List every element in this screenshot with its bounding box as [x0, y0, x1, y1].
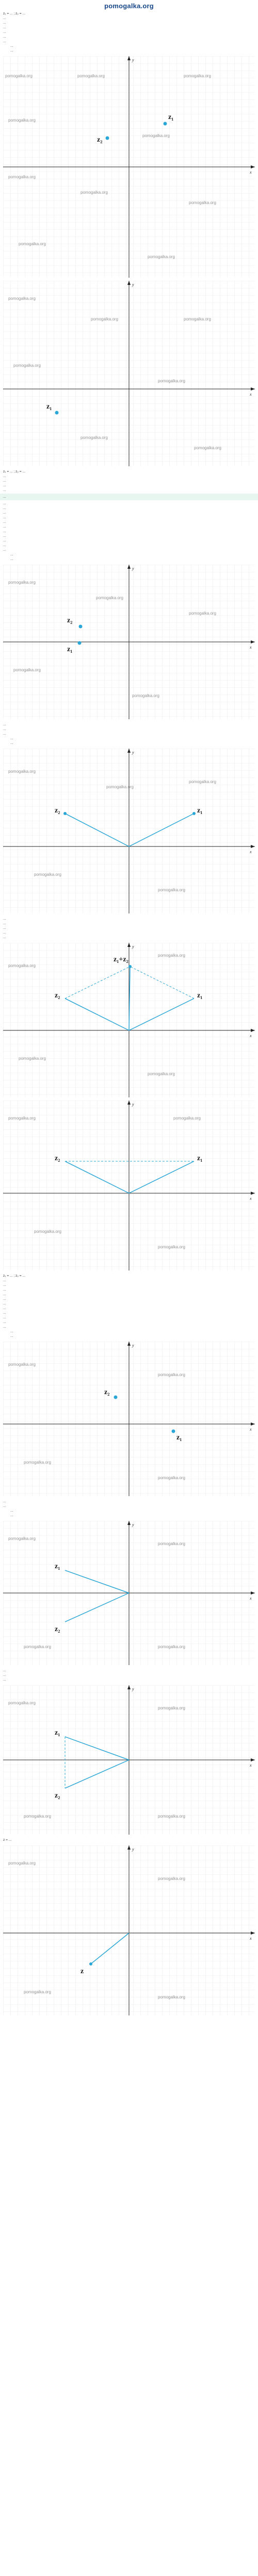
watermark: pomogalka.org	[158, 1645, 185, 1649]
paragraph-line: ...	[3, 16, 6, 20]
paragraph-line: ...	[3, 917, 6, 921]
y-axis-label: y	[132, 750, 134, 755]
point-label: z₁	[46, 403, 52, 411]
paragraph-line: ...	[3, 936, 6, 939]
watermark: pomogalka.org	[19, 1056, 46, 1061]
paragraph-line: ...	[3, 1678, 6, 1682]
plot-svg	[3, 749, 255, 913]
watermark: pomogalka.org	[24, 1460, 51, 1465]
watermark: pomogalka.org	[189, 611, 216, 616]
watermark: pomogalka.org	[80, 190, 108, 195]
paragraph-line: ...	[3, 530, 6, 533]
x-axis-label: x	[250, 850, 252, 854]
complex-plane-plot-8	[3, 1521, 255, 1665]
plot-svg	[3, 1685, 255, 1835]
paragraph-line: ...	[3, 35, 6, 39]
watermark: pomogalka.org	[96, 596, 123, 600]
watermark: pomogalka.org	[8, 1116, 36, 1121]
watermark: pomogalka.org	[184, 74, 211, 78]
text-block-2	[3, 469, 255, 562]
paragraph-line: ...	[3, 1504, 6, 1508]
text-block-4	[3, 917, 255, 940]
paragraph-line: ...	[3, 1302, 6, 1306]
point-label: z₁	[67, 646, 73, 653]
watermark: pomogalka.org	[34, 872, 61, 877]
x-axis-label: x	[250, 1763, 252, 1768]
point-label: z₂	[55, 1625, 60, 1633]
paragraph-line: ...	[3, 723, 6, 726]
watermark: pomogalka.org	[158, 1995, 185, 1999]
bullet-line: ...	[10, 1509, 13, 1513]
point-z1	[55, 411, 59, 415]
watermark: pomogalka.org	[106, 785, 134, 789]
watermark: pomogalka.org	[24, 1990, 51, 1994]
bullet-line: ...	[10, 49, 13, 53]
x-axis-label: x	[250, 1936, 252, 1941]
paragraph-line: ...	[3, 474, 6, 478]
x-axis-label: x	[250, 1596, 252, 1601]
y-axis-label: y	[132, 1847, 134, 1852]
complex-plane-plot-5	[3, 943, 255, 1097]
watermark: pomogalka.org	[24, 1645, 51, 1649]
complex-plane-plot-7	[3, 1342, 255, 1496]
paragraph-line: ...	[3, 21, 6, 25]
y-axis-label: y	[132, 58, 134, 62]
point-label: z₂	[104, 1388, 110, 1396]
watermark: pomogalka.org	[8, 963, 36, 968]
watermark: pomogalka.org	[13, 668, 41, 672]
text-block-6	[3, 1499, 255, 1518]
formula-line: z₁ = ... ; z₂ = ...	[3, 1274, 25, 1278]
watermark: pomogalka.org	[158, 1245, 185, 1249]
watermark: pomogalka.org	[80, 435, 108, 440]
paragraph-line: ...	[3, 1325, 6, 1329]
watermark: pomogalka.org	[158, 1541, 185, 1546]
plot-svg	[3, 1521, 255, 1665]
paragraph-line: ...	[3, 26, 6, 29]
bullet-line: ...	[10, 737, 13, 740]
watermark: pomogalka.org	[189, 200, 216, 205]
watermark: pomogalka.org	[19, 242, 46, 246]
formula-line: ...	[3, 495, 6, 499]
watermark: pomogalka.org	[184, 317, 211, 321]
site-logo[interactable]: pomogalka.org	[104, 2, 154, 10]
complex-plane-plot-2	[3, 281, 255, 466]
point-label: z₁	[197, 992, 203, 999]
paragraph-line: ...	[3, 926, 6, 930]
watermark: pomogalka.org	[8, 175, 36, 179]
paragraph-line: ...	[3, 506, 6, 510]
paragraph-line: ...	[3, 511, 6, 515]
paragraph-line: ...	[3, 479, 6, 483]
plot-svg	[3, 1100, 255, 1270]
y-axis-label: y	[132, 282, 134, 287]
point-label: z₂	[67, 617, 73, 624]
paragraph-line: ...	[3, 931, 6, 935]
y-axis-label: y	[132, 1102, 134, 1107]
formula-line: z₁ = ... ; z₂ = ...	[3, 12, 25, 15]
watermark: pomogalka.org	[158, 1706, 185, 1710]
y-axis-label: y	[132, 944, 134, 949]
point-label: z₁	[197, 807, 203, 815]
bullet-line: ...	[10, 1330, 13, 1333]
site-header	[0, 0, 258, 11]
watermark: pomogalka.org	[158, 1372, 185, 1377]
point-z2	[106, 137, 109, 140]
paragraph-line: ...	[3, 544, 6, 547]
watermark: pomogalka.org	[158, 1814, 185, 1819]
formula-line: z₁ = ... ; z₂ = ...	[3, 470, 25, 473]
watermark: pomogalka.org	[8, 296, 36, 301]
watermark: pomogalka.org	[158, 953, 185, 958]
paragraph-line: ...	[3, 548, 6, 552]
text-block-7	[3, 1668, 255, 1682]
point-label: z₂	[55, 1792, 60, 1800]
paragraph-line: ...	[3, 727, 6, 731]
bullet-line: ...	[10, 553, 13, 556]
watermark: pomogalka.org	[8, 1861, 36, 1866]
point-z2	[114, 1396, 118, 1399]
watermark: pomogalka.org	[91, 317, 118, 321]
point-label: z₁	[55, 1563, 60, 1570]
paragraph-line: ...	[3, 1279, 6, 1282]
plot-svg	[3, 943, 255, 1097]
paragraph-line: ...	[3, 922, 6, 925]
paragraph-line: ...	[3, 30, 6, 34]
plot-svg	[3, 1342, 255, 1496]
paragraph-line: ...	[3, 1293, 6, 1296]
point-label: z₁	[168, 113, 174, 121]
watermark: pomogalka.org	[158, 379, 185, 383]
watermark: pomogalka.org	[24, 1814, 51, 1819]
watermark: pomogalka.org	[158, 888, 185, 892]
watermark: pomogalka.org	[132, 693, 159, 698]
paragraph-line: ...	[3, 1316, 6, 1319]
paragraph-line: ...	[3, 1500, 6, 1503]
paragraph-line: ...	[3, 534, 6, 538]
paragraph-line: ...	[3, 488, 6, 492]
watermark: pomogalka.org	[8, 1536, 36, 1541]
paragraph-line: ...	[3, 502, 6, 505]
paragraph-line: ...	[3, 516, 6, 519]
bullet-line: ...	[10, 44, 13, 48]
bullet-line: ...	[10, 557, 13, 561]
point-label: z₂	[55, 1155, 60, 1162]
watermark: pomogalka.org	[148, 255, 175, 259]
watermark: pomogalka.org	[34, 1229, 61, 1234]
watermark: pomogalka.org	[13, 363, 41, 368]
bullet-line: ...	[10, 741, 13, 745]
x-axis-label: x	[250, 1196, 252, 1201]
complex-plane-plot-10	[3, 1845, 255, 2015]
point-z1	[172, 1430, 175, 1433]
watermark: pomogalka.org	[158, 1476, 185, 1480]
paragraph-line: ...	[3, 1288, 6, 1292]
x-axis-label: x	[250, 392, 252, 397]
bullet-line: ...	[10, 1334, 13, 1338]
watermark: pomogalka.org	[158, 1876, 185, 1881]
x-axis-label: x	[250, 645, 252, 650]
point-label: z₂	[55, 807, 60, 815]
highlighted-formula	[0, 494, 258, 500]
complex-plane-plot-4	[3, 749, 255, 913]
watermark: pomogalka.org	[142, 133, 170, 138]
point-label: z₁+z₂	[114, 956, 128, 963]
watermark: pomogalka.org	[8, 769, 36, 774]
watermark: pomogalka.org	[8, 118, 36, 123]
x-axis-label: x	[250, 1033, 252, 1038]
y-axis-label: y	[132, 1343, 134, 1348]
point-label: z₂	[97, 136, 103, 144]
watermark: pomogalka.org	[8, 580, 36, 585]
complex-plane-plot-9	[3, 1685, 255, 1835]
plot-svg	[3, 281, 255, 466]
paragraph-line: ...	[3, 1311, 6, 1315]
text-block-8	[3, 1838, 255, 1842]
y-axis-label: y	[132, 1522, 134, 1527]
formula-line: z = ...	[3, 1838, 12, 1842]
watermark: pomogalka.org	[194, 446, 221, 450]
paragraph-line: ...	[3, 1669, 6, 1672]
paragraph-line: ...	[3, 520, 6, 524]
point-label: z₁	[197, 1155, 203, 1162]
bullet-line: ...	[10, 1514, 13, 1517]
paragraph-line: ...	[3, 1673, 6, 1677]
point-z1	[164, 122, 167, 126]
watermark: pomogalka.org	[77, 74, 105, 78]
point-label: z₁	[55, 1729, 60, 1737]
watermark: pomogalka.org	[189, 779, 216, 784]
point-label: z₂	[55, 992, 60, 999]
point-label: z	[80, 1968, 84, 1975]
paragraph-line: ...	[3, 1283, 6, 1287]
watermark: pomogalka.org	[5, 74, 33, 78]
paragraph-line: ...	[3, 525, 6, 529]
paragraph-line: ...	[3, 539, 6, 543]
point-label: z₁	[176, 1434, 182, 1442]
x-axis-label: x	[250, 170, 252, 175]
complex-plane-plot-1	[3, 56, 255, 278]
point-z2	[79, 625, 83, 629]
y-axis-label: y	[132, 566, 134, 571]
paragraph-line: ...	[3, 732, 6, 736]
y-axis-label: y	[132, 1687, 134, 1691]
plot-svg	[3, 565, 255, 719]
paragraph-line: ...	[3, 1307, 6, 1310]
complex-plane-plot-3	[3, 565, 255, 719]
paragraph-line: ...	[3, 1320, 6, 1324]
text-block-5	[3, 1274, 255, 1338]
paragraph-line: ...	[3, 484, 6, 487]
text-block-1	[3, 11, 255, 53]
watermark: pomogalka.org	[173, 1116, 201, 1121]
solution-content	[0, 11, 258, 2015]
x-axis-label: x	[250, 1427, 252, 1432]
text-block-3	[3, 722, 255, 745]
watermark: pomogalka.org	[148, 1072, 175, 1076]
watermark: pomogalka.org	[8, 1362, 36, 1367]
paragraph-line: ...	[3, 1297, 6, 1301]
complex-plane-plot-6	[3, 1100, 255, 1270]
watermark: pomogalka.org	[8, 1701, 36, 1705]
paragraph-line: ...	[3, 40, 6, 43]
point-z1	[78, 641, 82, 645]
